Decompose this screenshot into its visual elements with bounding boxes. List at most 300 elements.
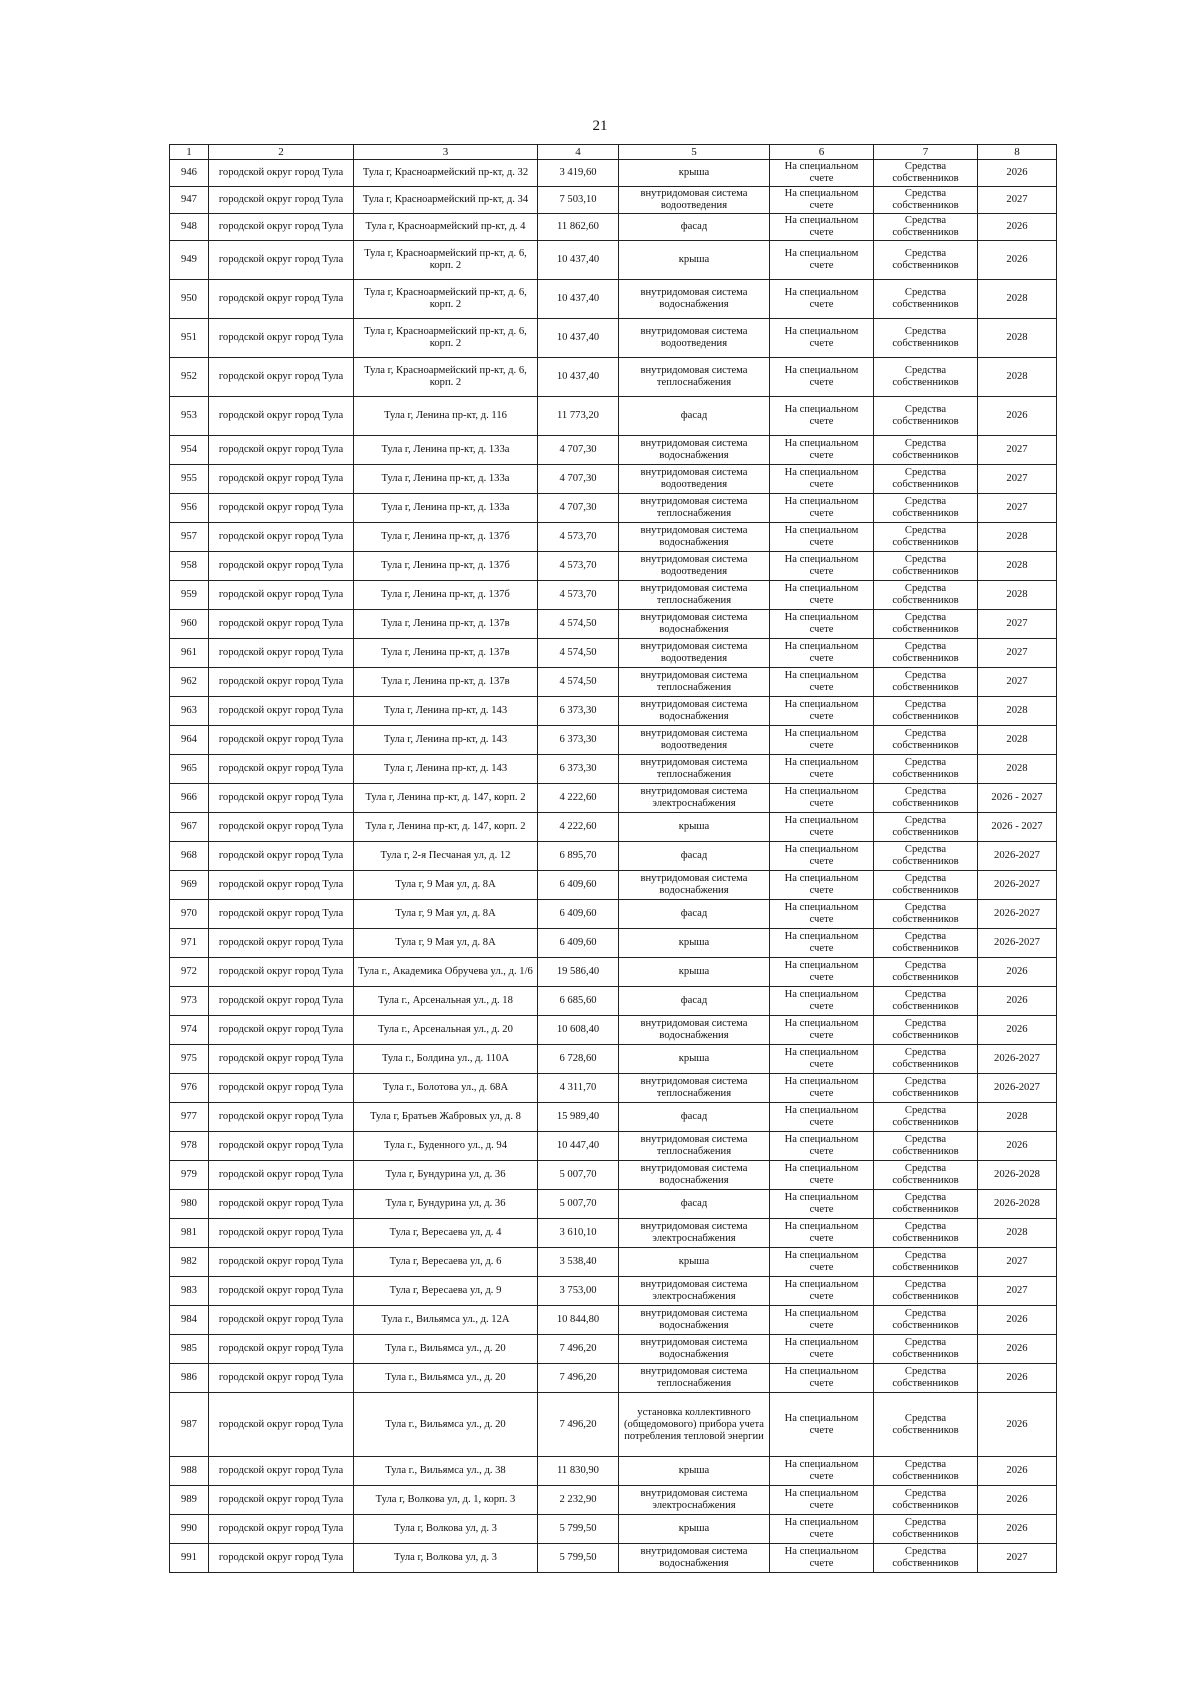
table-row	[170, 1132, 1057, 1161]
planned-year-cell: 2028	[978, 280, 1057, 319]
municipality-cell: городской округ город Тула	[209, 871, 354, 900]
total-area-cell: 4 573,70	[538, 552, 619, 581]
funding-source-cell: Средства собственников	[874, 1219, 978, 1248]
municipality-cell: городской округ город Тула	[209, 784, 354, 813]
fund-account-cell: На специальном счете	[770, 929, 874, 958]
address-cell: Тула г, 9 Мая ул, д. 8А	[354, 871, 538, 900]
planned-year-cell: 2028	[978, 581, 1057, 610]
fund-account-cell: На специальном счете	[770, 1457, 874, 1486]
repair-work-type-cell: внутридомовая система электроснабжения	[619, 1277, 770, 1306]
column-number-header-row	[170, 145, 1057, 160]
fund-account-cell: На специальном счете	[770, 241, 874, 280]
planned-year-cell: 2026	[978, 241, 1057, 280]
repair-work-type-cell: крыша	[619, 1457, 770, 1486]
funding-source-cell: Средства собственников	[874, 1074, 978, 1103]
fund-account-cell: На специальном счете	[770, 1161, 874, 1190]
col-header-4: 4	[538, 145, 619, 160]
table-row	[170, 581, 1057, 610]
address-cell: Тула г, Ленина пр-кт, д. 137в	[354, 639, 538, 668]
municipality-cell: городской округ город Тула	[209, 523, 354, 552]
table-row	[170, 319, 1057, 358]
fund-account-cell: На специальном счете	[770, 842, 874, 871]
address-cell: Тула г, Волкова ул, д. 3	[354, 1544, 538, 1573]
row-number-cell: 969	[170, 871, 209, 900]
total-area-cell: 4 222,60	[538, 784, 619, 813]
municipality-cell: городской округ город Тула	[209, 187, 354, 214]
repair-work-type-cell: внутридомовая система водоснабжения	[619, 1306, 770, 1335]
total-area-cell: 7 496,20	[538, 1364, 619, 1393]
municipality-cell: городской округ город Тула	[209, 1132, 354, 1161]
fund-account-cell: На специальном счете	[770, 1219, 874, 1248]
table-row	[170, 1045, 1057, 1074]
total-area-cell: 11 862,60	[538, 214, 619, 241]
repair-work-type-cell: внутридомовая система водоотведения	[619, 187, 770, 214]
fund-account-cell: На специальном счете	[770, 1103, 874, 1132]
total-area-cell: 6 373,30	[538, 755, 619, 784]
table-row	[170, 1457, 1057, 1486]
planned-year-cell: 2026	[978, 958, 1057, 987]
repair-work-type-cell: установка коллективного (общедомового) прибора учета потребления тепловой энергии	[619, 1393, 770, 1457]
total-area-cell: 4 573,70	[538, 581, 619, 610]
address-cell: Тула г, Волкова ул, д. 1, корп. 3	[354, 1486, 538, 1515]
municipality-cell: городской округ город Тула	[209, 1248, 354, 1277]
funding-source-cell: Средства собственников	[874, 160, 978, 187]
funding-source-cell: Средства собственников	[874, 1486, 978, 1515]
planned-year-cell: 2026	[978, 160, 1057, 187]
repair-work-type-cell: внутридомовая система электроснабжения	[619, 1219, 770, 1248]
planned-year-cell: 2026	[978, 1364, 1057, 1393]
planned-year-cell: 2027	[978, 1248, 1057, 1277]
repair-work-type-cell: внутридомовая система электроснабжения	[619, 784, 770, 813]
municipality-cell: городской округ город Тула	[209, 1515, 354, 1544]
table-row	[170, 523, 1057, 552]
row-number-cell: 964	[170, 726, 209, 755]
fund-account-cell: На специальном счете	[770, 1190, 874, 1219]
table-row	[170, 1364, 1057, 1393]
municipality-cell: городской округ город Тула	[209, 581, 354, 610]
table-row	[170, 1306, 1057, 1335]
row-number-cell: 989	[170, 1486, 209, 1515]
funding-source-cell: Средства собственников	[874, 1016, 978, 1045]
row-number-cell: 984	[170, 1306, 209, 1335]
planned-year-cell: 2026	[978, 397, 1057, 436]
repair-work-type-cell: крыша	[619, 958, 770, 987]
repair-work-type-cell: крыша	[619, 1248, 770, 1277]
address-cell: Тула г, Красноармейский пр-кт, д. 6, корп. 2	[354, 358, 538, 397]
fund-account-cell: На специальном счете	[770, 1132, 874, 1161]
planned-year-cell: 2026	[978, 1335, 1057, 1364]
repair-work-type-cell: фасад	[619, 397, 770, 436]
address-cell: Тула г, Ленина пр-кт, д. 137б	[354, 523, 538, 552]
planned-year-cell: 2028	[978, 697, 1057, 726]
row-number-cell: 952	[170, 358, 209, 397]
funding-source-cell: Средства собственников	[874, 1248, 978, 1277]
planned-year-cell: 2028	[978, 1103, 1057, 1132]
repair-work-type-cell: внутридомовая система водоснабжения	[619, 523, 770, 552]
table-body	[170, 160, 1057, 1573]
fund-account-cell: На специальном счете	[770, 1544, 874, 1573]
repair-work-type-cell: внутридомовая система водоснабжения	[619, 871, 770, 900]
repair-work-type-cell: внутридомовая система теплоснабжения	[619, 1074, 770, 1103]
municipality-cell: городской округ город Тула	[209, 1103, 354, 1132]
address-cell: Тула г., Болдина ул., д. 110А	[354, 1045, 538, 1074]
repair-work-type-cell: крыша	[619, 241, 770, 280]
municipality-cell: городской округ город Тула	[209, 1335, 354, 1364]
table-row	[170, 1074, 1057, 1103]
address-cell: Тула г, Красноармейский пр-кт, д. 4	[354, 214, 538, 241]
table-row	[170, 187, 1057, 214]
planned-year-cell: 2026	[978, 1016, 1057, 1045]
total-area-cell: 6 373,30	[538, 697, 619, 726]
planned-year-cell: 2027	[978, 610, 1057, 639]
total-area-cell: 5 799,50	[538, 1544, 619, 1573]
repair-work-type-cell: крыша	[619, 929, 770, 958]
row-number-cell: 980	[170, 1190, 209, 1219]
table-row	[170, 1016, 1057, 1045]
row-number-cell: 960	[170, 610, 209, 639]
total-area-cell: 6 409,60	[538, 929, 619, 958]
repair-work-type-cell: крыша	[619, 1515, 770, 1544]
address-cell: Тула г, Ленина пр-кт, д. 133а	[354, 436, 538, 465]
row-number-cell: 953	[170, 397, 209, 436]
table-row	[170, 160, 1057, 187]
row-number-cell: 975	[170, 1045, 209, 1074]
address-cell: Тула г, 9 Мая ул, д. 8А	[354, 900, 538, 929]
table-row	[170, 697, 1057, 726]
fund-account-cell: На специальном счете	[770, 160, 874, 187]
funding-source-cell: Средства собственников	[874, 319, 978, 358]
repair-work-type-cell: фасад	[619, 1103, 770, 1132]
funding-source-cell: Средства собственников	[874, 494, 978, 523]
row-number-cell: 950	[170, 280, 209, 319]
funding-source-cell: Средства собственников	[874, 436, 978, 465]
repair-work-type-cell: внутридомовая система теплоснабжения	[619, 755, 770, 784]
row-number-cell: 955	[170, 465, 209, 494]
repair-work-type-cell: внутридомовая система водоснабжения	[619, 1335, 770, 1364]
funding-source-cell: Средства собственников	[874, 581, 978, 610]
total-area-cell: 5 799,50	[538, 1515, 619, 1544]
planned-year-cell: 2027	[978, 494, 1057, 523]
funding-source-cell: Средства собственников	[874, 697, 978, 726]
funding-source-cell: Средства собственников	[874, 397, 978, 436]
table-row	[170, 813, 1057, 842]
repair-work-type-cell: внутридомовая система водоотведения	[619, 639, 770, 668]
total-area-cell: 3 753,00	[538, 1277, 619, 1306]
address-cell: Тула г, Ленина пр-кт, д. 143	[354, 726, 538, 755]
row-number-cell: 963	[170, 697, 209, 726]
municipality-cell: городской округ город Тула	[209, 639, 354, 668]
table-row	[170, 358, 1057, 397]
table-row	[170, 668, 1057, 697]
municipality-cell: городской округ город Тула	[209, 319, 354, 358]
municipality-cell: городской округ город Тула	[209, 668, 354, 697]
fund-account-cell: На специальном счете	[770, 280, 874, 319]
municipality-cell: городской округ город Тула	[209, 494, 354, 523]
funding-source-cell: Средства собственников	[874, 987, 978, 1016]
municipality-cell: городской округ город Тула	[209, 958, 354, 987]
table-row	[170, 900, 1057, 929]
total-area-cell: 7 496,20	[538, 1335, 619, 1364]
repair-work-type-cell: внутридомовая система теплоснабжения	[619, 358, 770, 397]
address-cell: Тула г, Красноармейский пр-кт, д. 32	[354, 160, 538, 187]
funding-source-cell: Средства собственников	[874, 900, 978, 929]
address-cell: Тула г, Вересаева ул, д. 4	[354, 1219, 538, 1248]
municipality-cell: городской округ город Тула	[209, 280, 354, 319]
fund-account-cell: На специальном счете	[770, 494, 874, 523]
table-row	[170, 1103, 1057, 1132]
col-header-7: 7	[874, 145, 978, 160]
total-area-cell: 5 007,70	[538, 1190, 619, 1219]
planned-year-cell: 2027	[978, 1277, 1057, 1306]
repair-work-type-cell: фасад	[619, 987, 770, 1016]
address-cell: Тула г, Красноармейский пр-кт, д. 34	[354, 187, 538, 214]
table-row	[170, 958, 1057, 987]
total-area-cell: 4 574,50	[538, 639, 619, 668]
municipality-cell: городской округ город Тула	[209, 726, 354, 755]
fund-account-cell: На специальном счете	[770, 397, 874, 436]
total-area-cell: 10 437,40	[538, 319, 619, 358]
total-area-cell: 10 437,40	[538, 241, 619, 280]
table-row	[170, 1335, 1057, 1364]
planned-year-cell: 2027	[978, 436, 1057, 465]
funding-source-cell: Средства собственников	[874, 1335, 978, 1364]
row-number-cell: 986	[170, 1364, 209, 1393]
repair-work-type-cell: внутридомовая система водоснабжения	[619, 1161, 770, 1190]
repair-work-type-cell: фасад	[619, 1190, 770, 1219]
funding-source-cell: Средства собственников	[874, 639, 978, 668]
repair-work-type-cell: внутридомовая система теплоснабжения	[619, 494, 770, 523]
total-area-cell: 3 538,40	[538, 1248, 619, 1277]
total-area-cell: 3 419,60	[538, 160, 619, 187]
table-row	[170, 871, 1057, 900]
address-cell: Тула г, Бундурина ул, д. 36	[354, 1190, 538, 1219]
total-area-cell: 7 503,10	[538, 187, 619, 214]
total-area-cell: 6 895,70	[538, 842, 619, 871]
row-number-cell: 966	[170, 784, 209, 813]
municipality-cell: городской округ город Тула	[209, 1074, 354, 1103]
planned-year-cell: 2028	[978, 755, 1057, 784]
planned-year-cell: 2026	[978, 1393, 1057, 1457]
municipality-cell: городской округ город Тула	[209, 697, 354, 726]
address-cell: Тула г., Вильямса ул., д. 38	[354, 1457, 538, 1486]
fund-account-cell: На специальном счете	[770, 1364, 874, 1393]
address-cell: Тула г., Болотова ул., д. 68А	[354, 1074, 538, 1103]
table-row	[170, 436, 1057, 465]
funding-source-cell: Средства собственников	[874, 1132, 978, 1161]
fund-account-cell: На специальном счете	[770, 639, 874, 668]
fund-account-cell: На специальном счете	[770, 755, 874, 784]
address-cell: Тула г., Буденного ул., д. 94	[354, 1132, 538, 1161]
address-cell: Тула г, Красноармейский пр-кт, д. 6, корп. 2	[354, 280, 538, 319]
municipality-cell: городской округ город Тула	[209, 1457, 354, 1486]
planned-year-cell: 2026-2027	[978, 1074, 1057, 1103]
municipality-cell: городской округ город Тула	[209, 929, 354, 958]
funding-source-cell: Средства собственников	[874, 1544, 978, 1573]
row-number-cell: 977	[170, 1103, 209, 1132]
address-cell: Тула г, Ленина пр-кт, д. 133а	[354, 465, 538, 494]
planned-year-cell: 2028	[978, 319, 1057, 358]
total-area-cell: 4 707,30	[538, 465, 619, 494]
total-area-cell: 6 685,60	[538, 987, 619, 1016]
funding-source-cell: Средства собственников	[874, 871, 978, 900]
funding-source-cell: Средства собственников	[874, 842, 978, 871]
row-number-cell: 965	[170, 755, 209, 784]
fund-account-cell: На специальном счете	[770, 436, 874, 465]
row-number-cell: 951	[170, 319, 209, 358]
repair-work-type-cell: фасад	[619, 842, 770, 871]
row-number-cell: 987	[170, 1393, 209, 1457]
table-row	[170, 842, 1057, 871]
row-number-cell: 967	[170, 813, 209, 842]
page-number: 21	[592, 118, 608, 134]
municipality-cell: городской округ город Тула	[209, 610, 354, 639]
repair-work-type-cell: внутридомовая система водоснабжения	[619, 436, 770, 465]
fund-account-cell: На специальном счете	[770, 987, 874, 1016]
planned-year-cell: 2026-2027	[978, 1045, 1057, 1074]
municipality-cell: городской округ город Тула	[209, 1364, 354, 1393]
row-number-cell: 973	[170, 987, 209, 1016]
municipality-cell: городской округ город Тула	[209, 465, 354, 494]
municipality-cell: городской округ город Тула	[209, 1544, 354, 1573]
table-row	[170, 494, 1057, 523]
row-number-cell: 971	[170, 929, 209, 958]
address-cell: Тула г, Красноармейский пр-кт, д. 6, корп. 2	[354, 319, 538, 358]
repair-work-type-cell: внутридомовая система теплоснабжения	[619, 668, 770, 697]
fund-account-cell: На специальном счете	[770, 900, 874, 929]
row-number-cell: 961	[170, 639, 209, 668]
fund-account-cell: На специальном счете	[770, 1486, 874, 1515]
address-cell: Тула г., Академика Обручева ул., д. 1/6	[354, 958, 538, 987]
planned-year-cell: 2026	[978, 1486, 1057, 1515]
municipality-cell: городской округ город Тула	[209, 1486, 354, 1515]
address-cell: Тула г, Ленина пр-кт, д. 137в	[354, 668, 538, 697]
funding-source-cell: Средства собственников	[874, 465, 978, 494]
planned-year-cell: 2026	[978, 1515, 1057, 1544]
planned-year-cell: 2026	[978, 1306, 1057, 1335]
table-row	[170, 552, 1057, 581]
fund-account-cell: На специальном счете	[770, 552, 874, 581]
col-header-5: 5	[619, 145, 770, 160]
planned-year-cell: 2027	[978, 465, 1057, 494]
table-row	[170, 397, 1057, 436]
funding-source-cell: Средства собственников	[874, 552, 978, 581]
table-row	[170, 755, 1057, 784]
repair-work-type-cell: внутридомовая система водоотведения	[619, 552, 770, 581]
table-row	[170, 214, 1057, 241]
repair-work-type-cell: внутридомовая система водоотведения	[619, 726, 770, 755]
table-row	[170, 1393, 1057, 1457]
funding-source-cell: Средства собственников	[874, 187, 978, 214]
table-row	[170, 1515, 1057, 1544]
repair-work-type-cell: внутридомовая система теплоснабжения	[619, 1364, 770, 1393]
row-number-cell: 946	[170, 160, 209, 187]
repair-work-type-cell: крыша	[619, 160, 770, 187]
address-cell: Тула г., Вильямса ул., д. 20	[354, 1393, 538, 1457]
row-number-cell: 983	[170, 1277, 209, 1306]
funding-source-cell: Средства собственников	[874, 610, 978, 639]
planned-year-cell: 2027	[978, 1544, 1057, 1573]
fund-account-cell: На специальном счете	[770, 187, 874, 214]
total-area-cell: 4 311,70	[538, 1074, 619, 1103]
funding-source-cell: Средства собственников	[874, 1103, 978, 1132]
planned-year-cell: 2026-2027	[978, 842, 1057, 871]
fund-account-cell: На специальном счете	[770, 1248, 874, 1277]
fund-account-cell: На специальном счете	[770, 610, 874, 639]
municipality-cell: городской округ город Тула	[209, 1190, 354, 1219]
fund-account-cell: На специальном счете	[770, 1074, 874, 1103]
municipality-cell: городской округ город Тула	[209, 436, 354, 465]
total-area-cell: 3 610,10	[538, 1219, 619, 1248]
total-area-cell: 6 728,60	[538, 1045, 619, 1074]
municipality-cell: городской округ город Тула	[209, 552, 354, 581]
address-cell: Тула г, Вересаева ул, д. 9	[354, 1277, 538, 1306]
planned-year-cell: 2026 - 2027	[978, 813, 1057, 842]
row-number-cell: 974	[170, 1016, 209, 1045]
planned-year-cell: 2026-2028	[978, 1190, 1057, 1219]
municipality-cell: городской округ город Тула	[209, 1306, 354, 1335]
municipality-cell: городской округ город Тула	[209, 1219, 354, 1248]
planned-year-cell: 2026 - 2027	[978, 784, 1057, 813]
fund-account-cell: На специальном счете	[770, 319, 874, 358]
repair-work-type-cell: фасад	[619, 900, 770, 929]
planned-year-cell: 2027	[978, 668, 1057, 697]
address-cell: Тула г, Ленина пр-кт, д. 147, корп. 2	[354, 813, 538, 842]
total-area-cell: 10 437,40	[538, 280, 619, 319]
address-cell: Тула г, Бундурина ул, д. 36	[354, 1161, 538, 1190]
row-number-cell: 985	[170, 1335, 209, 1364]
row-number-cell: 957	[170, 523, 209, 552]
total-area-cell: 4 222,60	[538, 813, 619, 842]
fund-account-cell: На специальном счете	[770, 813, 874, 842]
funding-source-cell: Средства собственников	[874, 1161, 978, 1190]
col-header-8: 8	[978, 145, 1057, 160]
fund-account-cell: На специальном счете	[770, 697, 874, 726]
funding-source-cell: Средства собственников	[874, 280, 978, 319]
total-area-cell: 5 007,70	[538, 1161, 619, 1190]
address-cell: Тула г., Арсенальная ул., д. 20	[354, 1016, 538, 1045]
municipality-cell: городской округ город Тула	[209, 397, 354, 436]
total-area-cell: 10 844,80	[538, 1306, 619, 1335]
col-header-2: 2	[209, 145, 354, 160]
row-number-cell: 988	[170, 1457, 209, 1486]
fund-account-cell: На специальном счете	[770, 465, 874, 494]
municipality-cell: городской округ город Тула	[209, 755, 354, 784]
table-row	[170, 1161, 1057, 1190]
address-cell: Тула г., Вильямса ул., д. 12А	[354, 1306, 538, 1335]
table-row	[170, 1219, 1057, 1248]
fund-account-cell: На специальном счете	[770, 1277, 874, 1306]
col-header-6: 6	[770, 145, 874, 160]
funding-source-cell: Средства собственников	[874, 214, 978, 241]
total-area-cell: 6 409,60	[538, 900, 619, 929]
funding-source-cell: Средства собственников	[874, 1393, 978, 1457]
row-number-cell: 972	[170, 958, 209, 987]
total-area-cell: 10 608,40	[538, 1016, 619, 1045]
repair-work-type-cell: внутридомовая система теплоснабжения	[619, 581, 770, 610]
repair-work-type-cell: внутридомовая система водоотведения	[619, 465, 770, 494]
funding-source-cell: Средства собственников	[874, 1306, 978, 1335]
address-cell: Тула г, Ленина пр-кт, д. 137б	[354, 581, 538, 610]
address-cell: Тула г, Ленина пр-кт, д. 133а	[354, 494, 538, 523]
address-cell: Тула г, Вересаева ул, д. 6	[354, 1248, 538, 1277]
table-row	[170, 929, 1057, 958]
total-area-cell: 4 574,50	[538, 668, 619, 697]
row-number-cell: 956	[170, 494, 209, 523]
total-area-cell: 10 437,40	[538, 358, 619, 397]
col-header-1: 1	[170, 145, 209, 160]
row-number-cell: 949	[170, 241, 209, 280]
repair-work-type-cell: внутридомовая система электроснабжения	[619, 1486, 770, 1515]
